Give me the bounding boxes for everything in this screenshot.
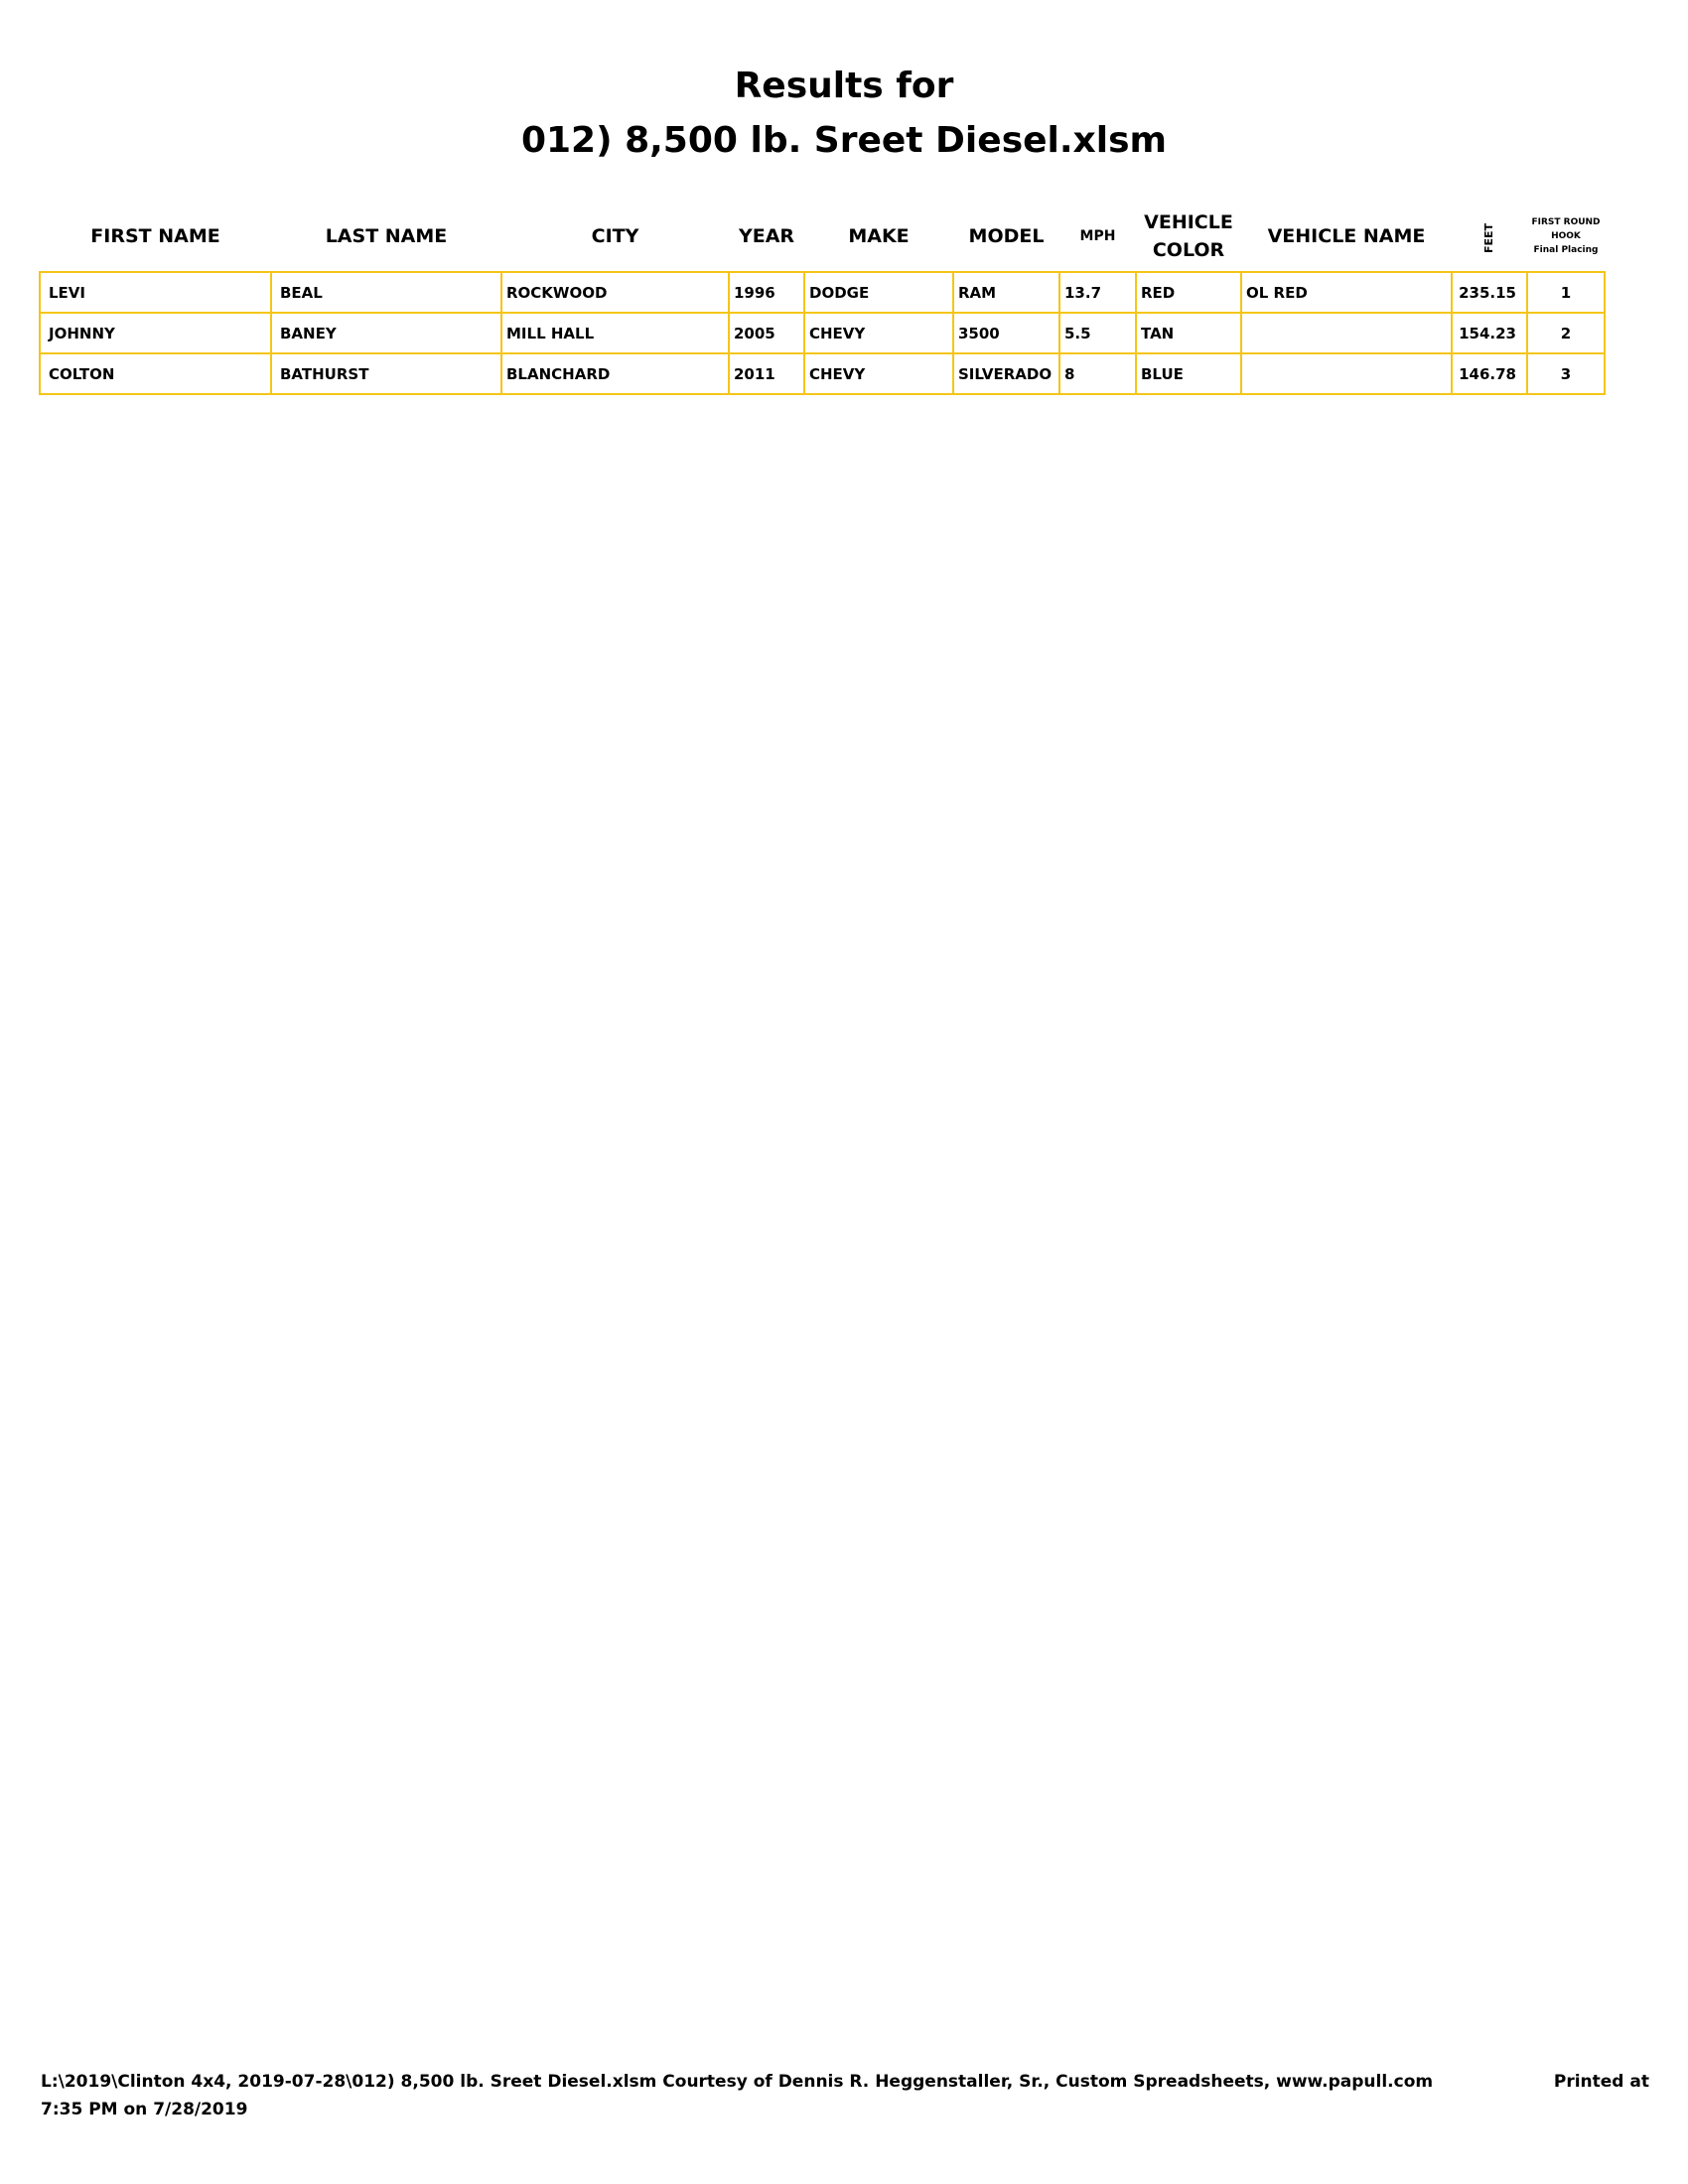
header-vehicle-color <box>1136 202 1241 272</box>
cell-last-name: BANEY <box>271 313 501 353</box>
cell-city: MILL HALL <box>501 313 729 353</box>
cell-mph: 13.7 <box>1059 272 1136 313</box>
header-placing-line3: Final Placing <box>1533 245 1599 255</box>
footer-printed-time: 7:35 PM on 7/28/2019 <box>41 2100 248 2119</box>
cell-color: RED <box>1136 272 1241 313</box>
table-row <box>40 353 1605 394</box>
table-row <box>40 313 1605 353</box>
cell-feet: 154.23 <box>1452 313 1527 353</box>
header-placing-line2: HOOK <box>1551 231 1581 241</box>
header-year: YEAR <box>738 225 795 247</box>
cell-last-name: BEAL <box>271 272 501 313</box>
cell-city: ROCKWOOD <box>501 272 729 313</box>
header-placing <box>1527 202 1605 272</box>
header-mph: MPH <box>1079 228 1116 244</box>
header-model: MODEL <box>968 225 1045 247</box>
header-make: MAKE <box>848 225 910 247</box>
cell-make: DODGE <box>804 272 953 313</box>
cell-year: 1996 <box>729 272 804 313</box>
cell-year: 2011 <box>729 353 804 394</box>
cell-vehicle-name: OL RED <box>1241 272 1452 313</box>
footer-path-text: L:\2019\Clinton 4x4, 2019-07-28\012) 8,500 lb. Sreet Diesel.xlsm Courtesy of Dennis R. Heggenstaller, Sr., Custom Spreadsheets, www.papull.com <box>41 2072 1434 2092</box>
cell-vehicle-name <box>1241 313 1452 353</box>
page-footer <box>41 2068 1649 2123</box>
header-city: CITY <box>591 225 639 247</box>
header-vehicle-name: VEHICLE NAME <box>1267 225 1426 247</box>
header-feet-label: FEET <box>1481 222 1495 253</box>
cell-first-name: COLTON <box>40 353 271 394</box>
cell-model: RAM <box>953 272 1059 313</box>
cell-model: SILVERADO <box>953 353 1059 394</box>
table-header-row <box>40 202 1605 272</box>
cell-feet: 146.78 <box>1452 353 1527 394</box>
page-subtitle: 012) 8,500 lb. Sreet Diesel.xlsm <box>520 120 1168 161</box>
cell-color: TAN <box>1136 313 1241 353</box>
cell-last-name: BATHURST <box>271 353 501 394</box>
cell-mph: 5.5 <box>1059 313 1136 353</box>
header-vehicle-color-line2: COLOR <box>1152 239 1225 261</box>
table-row <box>40 272 1605 313</box>
footer-printed-label: Printed at <box>1553 2072 1649 2092</box>
cell-feet: 235.15 <box>1452 272 1527 313</box>
cell-vehicle-name <box>1241 353 1452 394</box>
results-table <box>39 202 1606 395</box>
header-placing-line1: FIRST ROUND <box>1531 217 1601 227</box>
header-first-name: FIRST NAME <box>90 225 220 247</box>
cell-make: CHEVY <box>804 313 953 353</box>
header-vehicle-color-line1: VEHICLE <box>1144 211 1233 233</box>
cell-color: BLUE <box>1136 353 1241 394</box>
cell-model: 3500 <box>953 313 1059 353</box>
cell-city: BLANCHARD <box>501 353 729 394</box>
cell-placing: 2 <box>1527 313 1605 353</box>
cell-mph: 8 <box>1059 353 1136 394</box>
page-title: Results for <box>734 66 954 106</box>
cell-first-name: LEVI <box>40 272 271 313</box>
header-feet <box>1452 202 1527 272</box>
cell-placing: 1 <box>1527 272 1605 313</box>
cell-make: CHEVY <box>804 353 953 394</box>
cell-first-name: JOHNNY <box>40 313 271 353</box>
cell-placing: 3 <box>1527 353 1605 394</box>
cell-year: 2005 <box>729 313 804 353</box>
header-last-name: LAST NAME <box>325 225 448 247</box>
